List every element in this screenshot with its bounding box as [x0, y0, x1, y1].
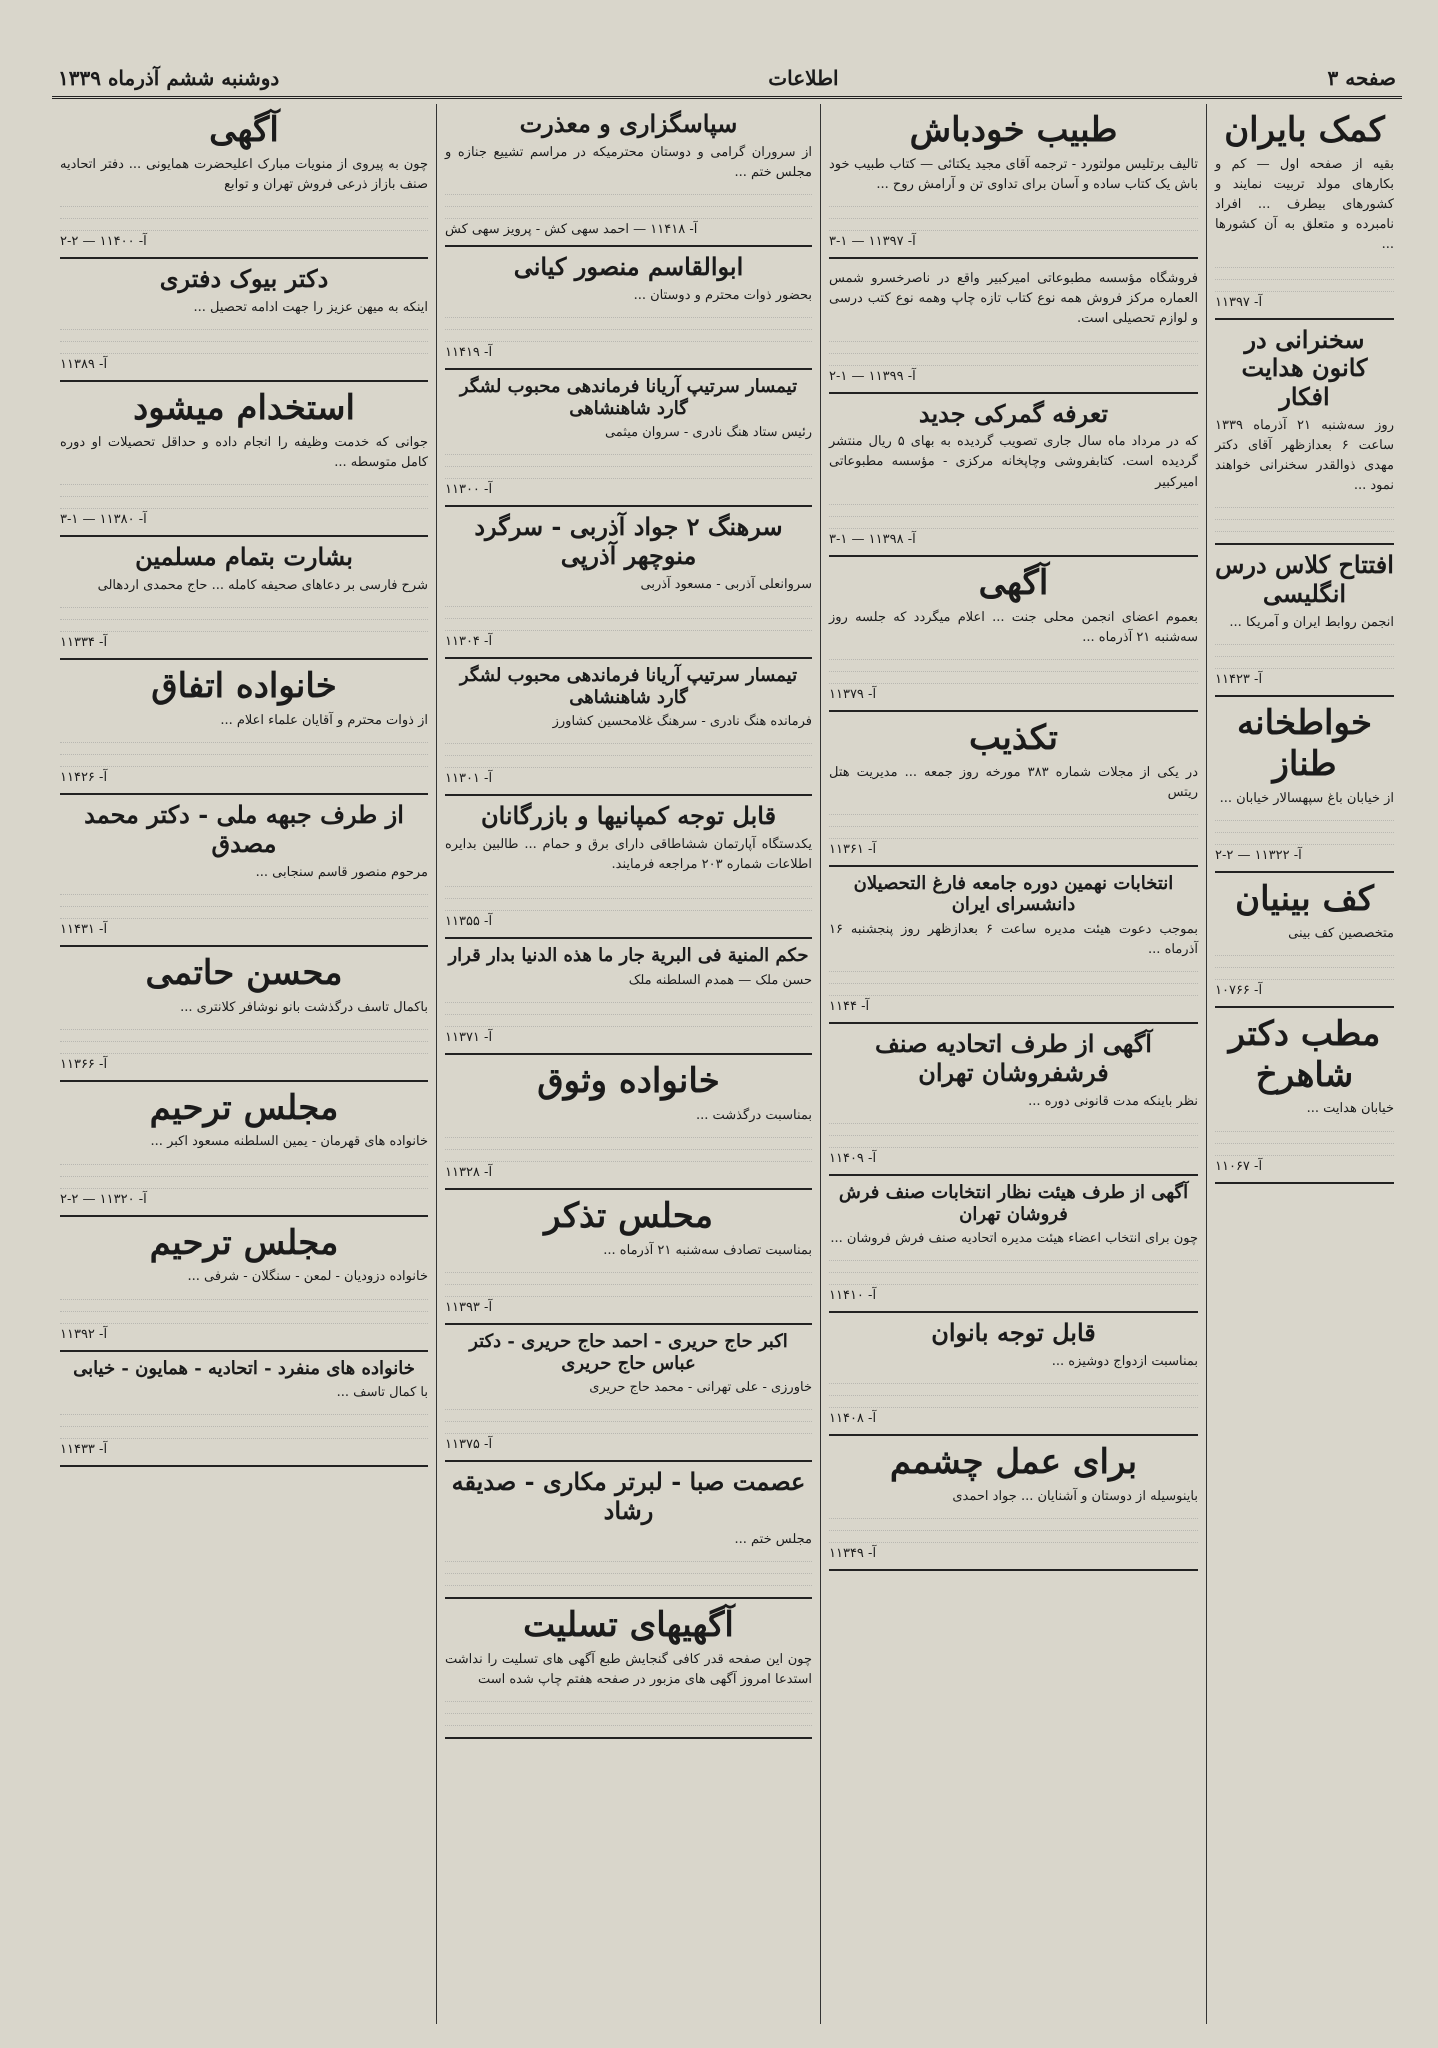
ad-title: قابل توجه بانوان [931, 1318, 1096, 1348]
text-line [1215, 1135, 1394, 1144]
page-label: صفحه ۳ [1327, 66, 1396, 90]
ad-body: خانواده های قهرمان - یمین السلطنه مسعود اکبر ... [150, 1134, 428, 1150]
issue-date: دوشنبه ششم آذرماه ۱۳۳۹ [58, 66, 280, 90]
ad-body: شرح فارسی بر دعاهای صحیفه کامله ... حاج محمدی اردهالی [97, 577, 428, 593]
ad-title: حکم المنیة فی البریة جار ما هذه الدنیا بدار قرار [448, 945, 809, 967]
ad-title: سرهنگ ۲ جواد آذربی - سرگرد منوچهر آذرپی [474, 512, 783, 571]
ad-code: آ- ۱۱۴۰۹ [829, 1151, 877, 1167]
ad-code: آ- ۱۱۴۲۳ [1215, 672, 1263, 688]
text-line [829, 1276, 1198, 1285]
ad-title: افتتاح کلاس درس انگلیسی [1215, 550, 1394, 609]
text-line [829, 1387, 1198, 1396]
text-line [445, 1705, 812, 1714]
text-line [60, 222, 428, 231]
text-line [1215, 259, 1394, 268]
ad-title: طبیب خودباش [909, 110, 1118, 150]
ad-code: آ- ۱۱۳۷۱ [445, 1030, 493, 1046]
text-line [829, 357, 1198, 366]
text-line [1215, 271, 1394, 280]
ad-body: رئیس ستاد هنگ نادری - سروان میثمی [604, 425, 812, 441]
ad-body: متخصصین کف بینی [1288, 925, 1394, 941]
ad-block [445, 1325, 812, 1462]
text-line [829, 496, 1198, 505]
text-line [1215, 812, 1394, 821]
text-line [829, 675, 1198, 684]
text-line [829, 508, 1198, 517]
ad-body: روز سه‌شنبه ۲۱ آذرماه ۱۳۳۹ ساعت ۶ بعدازظهر آقای دکتر مهدی ذوالقدر سخنرانی خواهند نمود ... [1215, 417, 1394, 494]
ad-code: آ- ۱۱۳۷۵ [445, 1437, 493, 1453]
ad-body: از سروران گرامی و دوستان محترمیکه در مراسم تشییع جنازه و مجلس ختم ... [445, 144, 812, 180]
ad-title: آگهی از طرف اتحادیه صنف فرشفروشان تهران [875, 1029, 1152, 1088]
text-line [60, 886, 428, 895]
ad-title: عصمت صبا - لبرتر مکاری - صدیقه رشاد [451, 1467, 806, 1526]
text-line [829, 198, 1198, 207]
text-line [829, 1375, 1198, 1384]
ad-code: آ- ۱۰۷۶۶ [1215, 982, 1263, 998]
text-line [445, 622, 812, 631]
text-line [445, 610, 812, 619]
ad-body: خانواده دزودیان - لمعن - سنگلان - شرفی ... [187, 1269, 428, 1285]
ad-block [445, 1599, 812, 1739]
text-line [445, 1553, 812, 1562]
text-line [829, 987, 1198, 996]
ad-body: باینوسیله از دوستان و آشنایان ... جواد احمدی [952, 1489, 1198, 1505]
text-line [445, 735, 812, 744]
text-line [60, 1418, 428, 1427]
text-line [445, 1141, 812, 1150]
ad-body: بقیه از صفحه اول — کم و بکارهای مولد تربیت نمایند و کشورهای بیطرف ... افراد نامبرده و متعلق به آن کشورها ... [1215, 156, 1394, 253]
text-line [445, 902, 812, 911]
text-line [1215, 959, 1394, 968]
ad-block [60, 1082, 428, 1217]
text-line [829, 1127, 1198, 1136]
text-line [1215, 283, 1394, 292]
text-line [829, 651, 1198, 660]
ad-title: مجلس ترحیم [149, 1222, 339, 1263]
column-2 [820, 104, 1206, 2024]
ad-code: آ- ۱۱۴۱۸ — احمد سهی کش - پرویز سهی کش [445, 222, 698, 238]
text-line [829, 830, 1198, 839]
ad-body: بحضور ذوات محترم و دوستان ... [633, 287, 812, 303]
ad-block [829, 1176, 1198, 1313]
ad-code: آ- ۱۱۳۹۲ [60, 1326, 108, 1342]
ad-body: از خیابان باغ سپهسالار خیابان ... [1219, 790, 1394, 806]
ad-code: آ- ۱۱۳۷۹ [829, 686, 877, 702]
ad-code: آ- ۱۱۴۳۳ [60, 1442, 108, 1458]
ad-block [60, 660, 428, 795]
ad-title: محسن حاتمی [145, 952, 343, 993]
text-line [829, 520, 1198, 529]
text-line [60, 1156, 428, 1165]
ad-body: با کمال تاسف ... [336, 1385, 428, 1401]
ad-body: انجمن روابط ایران و آمریکا ... [1229, 615, 1394, 631]
ad-code: آ- ۱۱۳۰۴ [445, 634, 493, 650]
ad-code: آ- ۱۱۳۰۱ [445, 771, 493, 787]
ad-block [445, 370, 812, 507]
text-line [445, 1401, 812, 1410]
ad-block [60, 537, 428, 660]
ad-body: نظر باینکه مدت قانونی دوره ... [1028, 1093, 1198, 1109]
text-line [445, 198, 812, 207]
ad-code: آ- ۱۱۳۹۷ — ۱-۳ [829, 234, 916, 250]
ad-title: مجلس ترحیم [149, 1087, 339, 1128]
text-line [60, 198, 428, 207]
text-line [60, 333, 428, 342]
ad-code: آ- ۱۱۳۰۰ [445, 482, 493, 498]
ad-code: آ- ۱۱۳۹۳ [445, 1300, 493, 1316]
ad-title: برای عمل چشمم [889, 1442, 1138, 1483]
ad-title: ابوالقاسم منصور کیانی [513, 252, 744, 282]
text-line [60, 1315, 428, 1324]
text-line [445, 1425, 812, 1434]
ad-body: خاورزی - علی تهرانی - محمد حاج حریری [589, 1380, 812, 1396]
ad-block [1215, 873, 1394, 1008]
ad-block [445, 507, 812, 659]
ad-title: سخنرانی در کانون هدایت افکار [1241, 324, 1368, 412]
ad-title: خانواده اتفاق [151, 666, 337, 707]
ad-block [60, 1352, 428, 1468]
ad-block [445, 1190, 812, 1325]
ad-body: باکمال تاسف درگذشت بانو نوشافر کلانتری ... [180, 999, 428, 1015]
ad-body: بموجب دعوت هیئت مدیره ساعت ۶ بعدازظهر روز پنجشنبه ۱۶ آذرماه ... [829, 922, 1198, 958]
ad-body: تالیف برتلیس مولتورد - ترجمه آقای مجید یکتائی — کتاب طبیب خود باش یک کتاب ساده و آسان برای تداوی تن و آرامش روح ... [829, 156, 1198, 192]
ad-title: از طرف جبهه ملی - دکتر محمد مصدق [84, 799, 404, 858]
page-header [52, 60, 1402, 99]
text-line [445, 458, 812, 467]
text-line [445, 186, 812, 195]
text-line [445, 1565, 812, 1574]
ad-code: آ- ۱۱۳۳۴ [60, 635, 108, 651]
text-line [60, 476, 428, 485]
text-line [829, 345, 1198, 354]
ad-code: آ- ۱۱۳۴۹ [829, 1546, 877, 1562]
text-line [445, 878, 812, 887]
ad-body: در یکی از مجلات شماره ۳۸۳ مورخه روز جمعه ... مدیریت هتل ریتس [829, 764, 1198, 800]
text-line [1215, 499, 1394, 508]
ad-block [829, 712, 1198, 867]
ad-title: آگهی از طرف هیئت نظار انتخابات صنف فرش فروشان تهران [838, 1182, 1189, 1225]
ad-body: سروانعلی آذربی - مسعود آذربی [640, 576, 812, 592]
text-line [1215, 1147, 1394, 1156]
ad-code: آ- ۱۱۰۶۷ [1215, 1158, 1263, 1174]
ad-body: حسن ملک — همدم السلطنه ملک [628, 973, 812, 989]
text-line [445, 1264, 812, 1273]
text-line [1215, 947, 1394, 956]
ad-title: تیمسار سرتیپ آریانا فرماندهی محبوب لشگر گارد شاهنشاهی [459, 376, 798, 419]
ad-block [829, 867, 1198, 1024]
text-line [445, 333, 812, 342]
ad-body: خیابان هدایت ... [1306, 1101, 1394, 1117]
ad-code: آ- ۱۱۳۶۱ [829, 841, 877, 857]
ad-code: آ- ۱۱۳۹۹ — ۱-۲ [829, 368, 916, 384]
text-line [445, 1717, 812, 1726]
ad-body: از ذوات محترم و آقایان علماء اعلام ... [220, 712, 428, 728]
text-line [445, 1276, 812, 1285]
text-line [445, 1288, 812, 1297]
ad-code: آ- ۱۱۴۳۱ [60, 921, 108, 937]
text-line [445, 1153, 812, 1162]
ad-body: مرحوم منصور قاسم سنجابی ... [255, 864, 428, 880]
ad-title: محلس تذکر [544, 1196, 713, 1237]
text-line [445, 1129, 812, 1138]
text-line [60, 500, 428, 509]
column-4 [52, 104, 436, 2024]
text-line [445, 759, 812, 768]
ad-body: بمناسبت تصادف سه‌شنبه ۲۱ آذرماه ... [603, 1242, 812, 1258]
text-line [60, 623, 428, 632]
ad-body: چون برای انتخاب اعضاء هیئت مدیره اتحادیه صنف فرش فروشان ... [830, 1231, 1198, 1247]
text-line [60, 1033, 428, 1042]
text-line [829, 663, 1198, 672]
text-line [60, 898, 428, 907]
ad-block [829, 1024, 1198, 1176]
text-line [1215, 836, 1394, 845]
text-line [60, 1303, 428, 1312]
text-line [829, 1534, 1198, 1543]
ad-title: خواطخانه طناز [1236, 703, 1373, 784]
ad-code: آ- ۱۱۴۴ [829, 999, 870, 1015]
ad-body: بعموم اعضای انجمن محلی جنت ... اعلام میگردد که جلسه روز سه‌شنبه ۲۱ آذرماه ... [829, 609, 1198, 645]
ad-code: آ- ۱۱۴۰۰ — ۲-۲ [60, 234, 147, 250]
ad-title: بشارت بتمام مسلمین [135, 542, 353, 572]
ad-block [60, 947, 428, 1082]
ad-code: آ- ۱۱۳۲۸ [445, 1165, 493, 1181]
ad-body: فرمانده هنگ نادری - سرهنگ غلامحسین کشاورز [552, 714, 812, 730]
ad-title: انتخابات نهمین دوره جامعه فارغ التحصیلان دانشسرای ایران [853, 872, 1174, 916]
ad-code: آ- ۱۱۴۱۹ [445, 345, 493, 361]
ad-block [445, 1055, 812, 1190]
text-line [1215, 971, 1394, 980]
ad-block [445, 104, 812, 247]
text-line [1215, 511, 1394, 520]
ad-code: آ- ۱۱۳۵۵ [445, 914, 493, 930]
text-line [829, 1252, 1198, 1261]
text-line [445, 470, 812, 479]
text-line [445, 446, 812, 455]
ad-block [829, 394, 1198, 557]
text-line [60, 1021, 428, 1030]
ad-block [829, 259, 1198, 393]
ad-code: آ- ۱۱۳۹۷ [1215, 294, 1263, 310]
text-line [829, 1522, 1198, 1531]
column-3 [436, 104, 820, 2024]
ad-block [1215, 1008, 1394, 1184]
text-line [60, 1291, 428, 1300]
text-line [60, 345, 428, 354]
ad-body: بمناسبت ازدواج دوشیزه ... [1051, 1354, 1198, 1370]
ad-body: چون این صفحه قدر کافی گنجایش طبع آگهی های تسلیت را نداشت استدعا امروز آگهی های مزبور در صفحه هفتم چاپ شده است [445, 1651, 812, 1688]
ad-body: مجلس ختم ... [734, 1532, 812, 1548]
text-line [445, 747, 812, 756]
ad-body: جوانی که خدمت وظیفه را انجام داده و حداقل تحصیلات او دوره کامل متوسطه ... [60, 434, 428, 470]
ad-code: آ- ۱۱۳۶۶ [60, 1056, 108, 1072]
text-line [60, 1406, 428, 1415]
text-line [1215, 660, 1394, 669]
ad-code: آ- ۱۱۳۲۰ — ۲-۲ [60, 1191, 147, 1207]
ad-body: یکدستگاه آپارتمان ششاطاقی دارای برق و حمام ... طالبین بدایره اطلاعات شماره ۲۰۳ مراجعه فرمایند. [445, 837, 812, 873]
text-line [445, 1413, 812, 1422]
ad-block [829, 104, 1198, 259]
text-line [60, 321, 428, 330]
text-line [445, 598, 812, 607]
text-line [829, 1115, 1198, 1124]
paper-name: اطلاعات [768, 66, 839, 90]
ad-title: خانواده های منفرد - اتحادیه - همایون - خیابی [73, 1357, 415, 1379]
ad-block [829, 1436, 1198, 1571]
ad-body: چون به پیروی از منویات مبارک اعلیحضرت همایونی ... دفتر اتحادیه صنف بازاز ذرعی فروش تهران و توابع [60, 156, 428, 192]
ad-block [60, 259, 428, 382]
ad-block [829, 557, 1198, 712]
text-line [60, 1168, 428, 1177]
ad-block [445, 939, 812, 1055]
text-line [1215, 824, 1394, 833]
text-line [1215, 523, 1394, 532]
ad-block [1215, 545, 1394, 697]
ad-title: کمک بایران [1224, 110, 1385, 150]
ad-body: بمناسبت درگذشت ... [696, 1108, 812, 1124]
text-line [445, 1006, 812, 1015]
ad-code: آ- ۱۱۳۸۹ [60, 357, 108, 373]
text-line [445, 1018, 812, 1027]
column-1 [1206, 104, 1402, 2024]
ad-title: دکتر بیوک دفتری [159, 264, 329, 294]
text-line [60, 910, 428, 919]
text-line [445, 1693, 812, 1702]
ad-title: خانواده وثوق [537, 1061, 720, 1102]
text-line [829, 806, 1198, 815]
text-line [60, 488, 428, 497]
ad-block [445, 796, 812, 939]
text-line [829, 1510, 1198, 1519]
text-line [60, 758, 428, 767]
ad-title: تکذیب [969, 717, 1058, 758]
ad-block [60, 104, 428, 259]
text-line [829, 975, 1198, 984]
ad-block [445, 1462, 812, 1599]
ad-code: آ- ۱۱۴۱۰ [829, 1288, 877, 1304]
ad-code: آ- ۱۱۳۸۰ — ۱-۳ [60, 512, 147, 528]
text-line [60, 746, 428, 755]
newspaper-columns [52, 104, 1402, 2024]
ad-title: تعرفه گمرکی جدید [918, 398, 1109, 428]
text-line [1215, 636, 1394, 645]
ad-block [1215, 104, 1394, 320]
ad-block [60, 382, 428, 537]
ad-block [1215, 697, 1394, 873]
text-line [829, 210, 1198, 219]
text-line [60, 599, 428, 608]
ad-block [829, 1313, 1198, 1436]
ad-title: استخدام میشود [133, 388, 355, 429]
ad-title: آگهی [978, 562, 1049, 603]
ad-block [445, 659, 812, 796]
text-line [1215, 648, 1394, 657]
text-line [60, 1430, 428, 1439]
ad-title: کف بینیان [1235, 878, 1374, 919]
text-line [60, 1180, 428, 1189]
ad-title: تیمسار سرتیپ آریانا فرماندهی محبوب لشگر گارد شاهنشاهی [459, 665, 798, 708]
text-line [445, 321, 812, 330]
ad-title: اکبر حاج حریری - احمد حاج حریری - دکتر عباس حاج حریری [469, 1331, 788, 1374]
text-line [829, 963, 1198, 972]
text-line [60, 210, 428, 219]
ad-block [60, 1217, 428, 1352]
text-line [60, 1045, 428, 1054]
text-line [445, 994, 812, 1003]
ad-code: آ- ۱۱۴۰۸ [829, 1411, 877, 1427]
ad-title: سپاسگزاری و معذرت [519, 109, 738, 138]
ad-block [60, 795, 428, 947]
ad-code: آ- ۱۱۳۹۸ — ۱-۳ [829, 531, 916, 547]
text-line [445, 210, 812, 219]
text-line [829, 1264, 1198, 1273]
ad-block [445, 247, 812, 370]
text-line [60, 611, 428, 620]
ad-body: که در مرداد ماه سال جاری تصویب گردیده به بهای ۵ ریال منتشر گردیده است. کتابفروشی وچاپخانه مرکزی - مؤسسه مطبوعاتی امیرکبیر [829, 434, 1198, 490]
ad-body: اینکه به میهن عزیز را جهت ادامه تحصیل ... [193, 299, 428, 315]
ad-title: آگهی [209, 110, 279, 150]
ad-title: آگهیهای تسلیت [523, 1605, 734, 1646]
text-line [829, 1139, 1198, 1148]
text-line [60, 734, 428, 743]
ad-code: آ- ۱۱۴۲۶ [60, 769, 108, 785]
ad-title: مطب دکتر شاهرخ [1228, 1013, 1381, 1095]
text-line [829, 1399, 1198, 1408]
ad-title: قابل توجه کمپانیها و بازرگانان [480, 801, 777, 831]
text-line [445, 1577, 812, 1586]
text-line [1215, 1123, 1394, 1132]
ad-block [1215, 320, 1394, 546]
ad-body: فروشگاه مؤسسه مطبوعاتی امیرکبیر واقع در ناصرخسرو شمس العماره مرکز فروش همه نوع کتاب تازه چاپ وهمه نوع کتب درسی و لوازم تحصیلی است. [829, 271, 1198, 327]
text-line [445, 890, 812, 899]
text-line [445, 309, 812, 318]
ad-code: آ- ۱۱۳۲۲ — ۲-۲ [1215, 847, 1302, 863]
text-line [829, 818, 1198, 827]
text-line [829, 333, 1198, 342]
text-line [829, 222, 1198, 231]
